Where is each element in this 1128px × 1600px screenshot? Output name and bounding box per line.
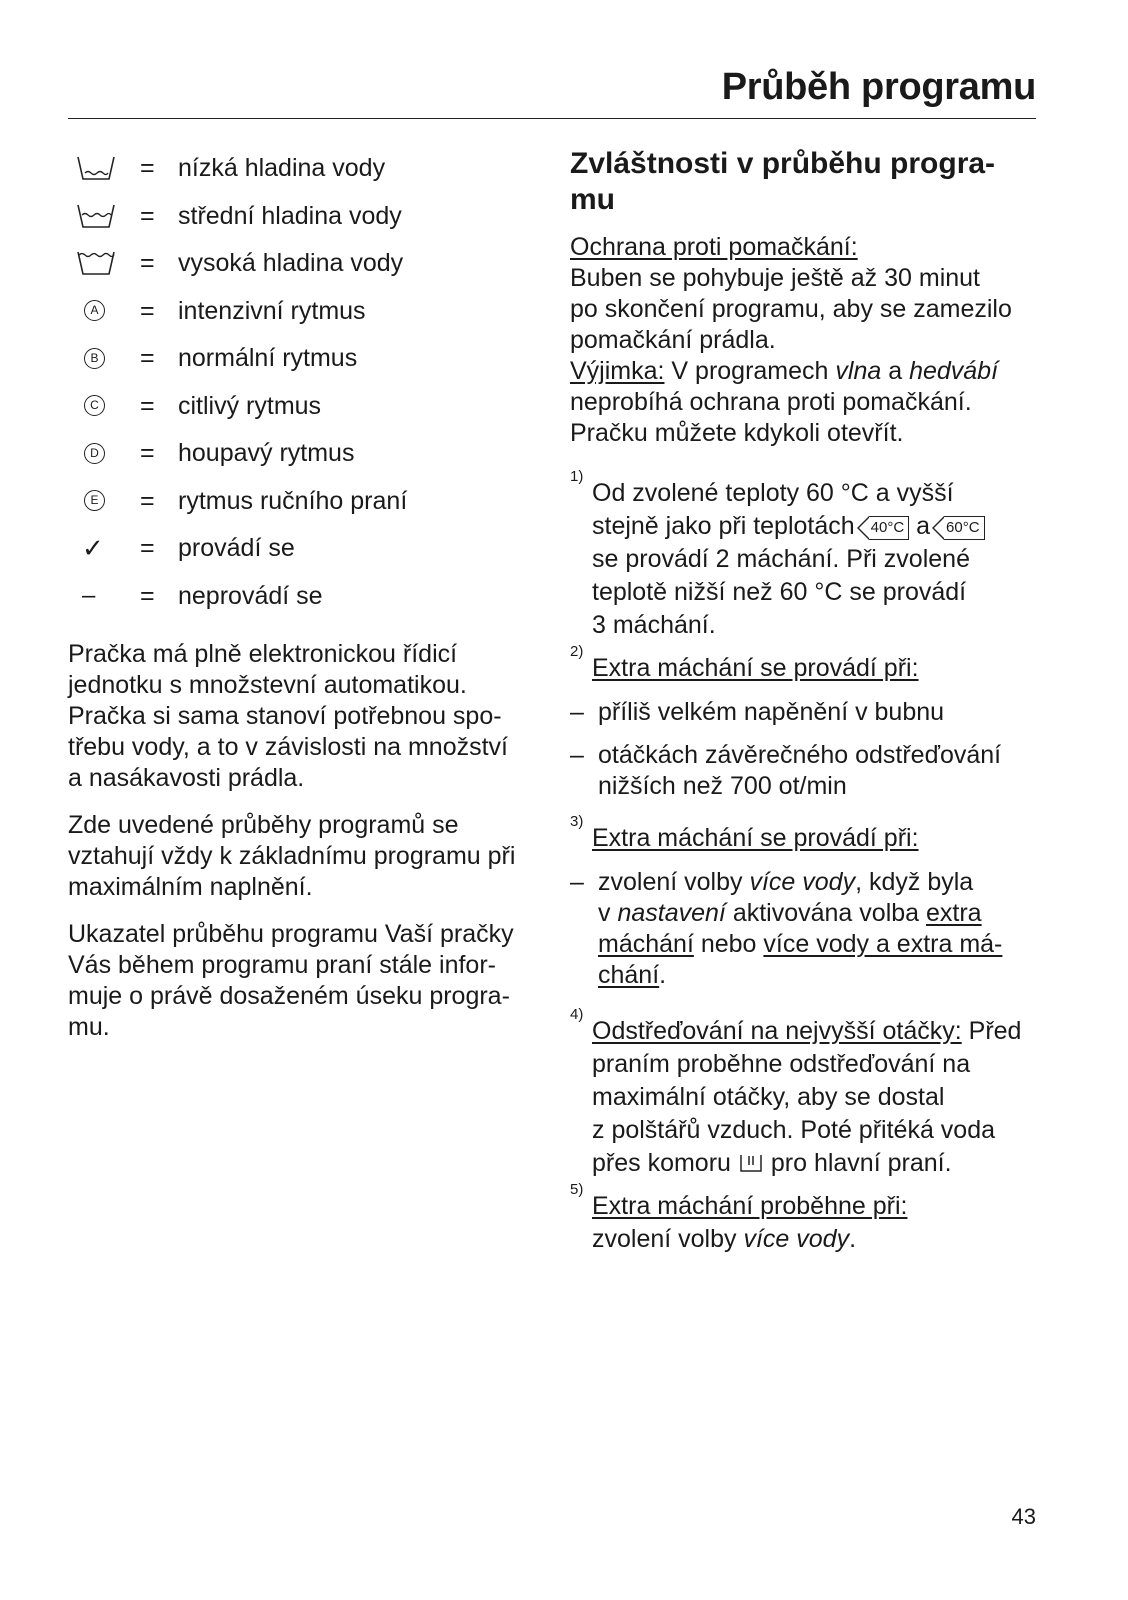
circled-a-icon: A [84, 300, 105, 321]
left-paragraphs [68, 639, 553, 1043]
legend-row: D = houpavý rytmus [68, 433, 553, 481]
legend-row: = nízká hladina vody [68, 148, 553, 196]
header-rule [68, 118, 1036, 119]
high-water-icon [74, 247, 120, 279]
list-item: – příliš velkém napěnění v bubnu [570, 698, 945, 726]
legend-row: = střední hladina vody [68, 196, 553, 244]
paragraph: Pračka má plně elektronickou řídicí jednotku s množstevní automatikou. Pračka si sama stanoví potřebnou spo- třebu vody, a to v závislosti na množství a nasákavosti prádla. [68, 640, 509, 792]
legend-row: = vysoká hladina vody [68, 243, 553, 291]
list-item: – otáčkách závěrečného odstřeďování nižších než 700 ot/min [570, 741, 1002, 800]
list-item: – zvolení volby více vody, když byla v nastavení aktivována volba extra máchání nebo více vody a extra má- chání. [570, 868, 1003, 989]
circled-c-icon: C [84, 395, 105, 416]
dash-icon: – [570, 868, 584, 896]
anticrease-heading: Ochrana proti pomačkání: [570, 233, 858, 261]
footnote-4: 4) Odstřeďování na nejvyšší otáčky: Před praním proběhne odstřeďování na maximální otáčky, aby se dostal z polštářů vzduch. Poté přitéká voda přes komoru pro hlavní praní. [570, 1006, 1022, 1177]
page-title: Průběh programu [721, 66, 1036, 108]
symbol-legend [68, 148, 553, 623]
legend-row: E = rytmus ručního praní [68, 481, 553, 529]
circled-d-icon: D [84, 443, 105, 464]
paragraph: Zde uvedené průběhy programů se vztahují vždy k základnímu programu při maximálním naplnění. [68, 811, 516, 901]
anticrease-block: Ochrana proti pomačkání: Buben se pohybuje ještě až 30 minut po skončení programu, aby se zamezilo pomačkání prádla. Výjimka: V programech vlna a hedvábí neprobíhá ochrana proti pomačkání. Pračku můžete kdykoli otevřít. [570, 232, 1050, 449]
temperature-60-badge: 60°C [944, 516, 985, 540]
dash-icon: – [570, 741, 584, 769]
footnote-5: 5) Extra máchání proběhne při: zvolení volby více vody. [570, 1181, 908, 1253]
footnote-2: 2) Extra máchání se provádí při: [570, 643, 919, 682]
legend-row: A = intenzivní rytmus [68, 291, 553, 339]
circled-e-icon: E [84, 490, 105, 511]
dash-icon: – [570, 698, 584, 726]
footnote-3: 3) Extra máchání se provádí při: [570, 813, 919, 852]
legend-row: – = neprovádí se [68, 576, 553, 624]
main-wash-chamber-icon [738, 1152, 764, 1174]
temperature-40-badge: 40°C [869, 516, 910, 540]
page-number: 43 [1011, 1504, 1036, 1529]
circled-b-icon: B [84, 348, 105, 369]
left-column [68, 148, 553, 1059]
low-water-icon [74, 152, 120, 184]
exception-line: Výjimka: V programech vlna a hedvábí [570, 357, 999, 385]
footnote-1: 1) Od zvolené teploty 60 °C a vyšší stejně jako při teplotách 40°C a 60°C se provádí 2 máchání. Při zvolené teplotě nižší než 60 °C se provádí 3 máchání. [570, 477, 1050, 642]
right-column [570, 146, 1050, 1256]
section-title: Zvláštnosti v průběhu progra- mu [570, 147, 996, 216]
legend-row: C = citlivý rytmus [68, 386, 553, 434]
paragraph: Ukazatel průběhu programu Vaší pračky Vás během programu praní stále infor- muje o právě dosaženém úseku progra- mu. [68, 920, 514, 1041]
medium-water-icon [74, 200, 120, 232]
legend-row: B = normální rytmus [68, 338, 553, 386]
legend-row: ✓ = provádí se [68, 528, 553, 576]
checkmark-icon: ✓ [82, 533, 104, 563]
dash-icon: – [82, 581, 96, 609]
